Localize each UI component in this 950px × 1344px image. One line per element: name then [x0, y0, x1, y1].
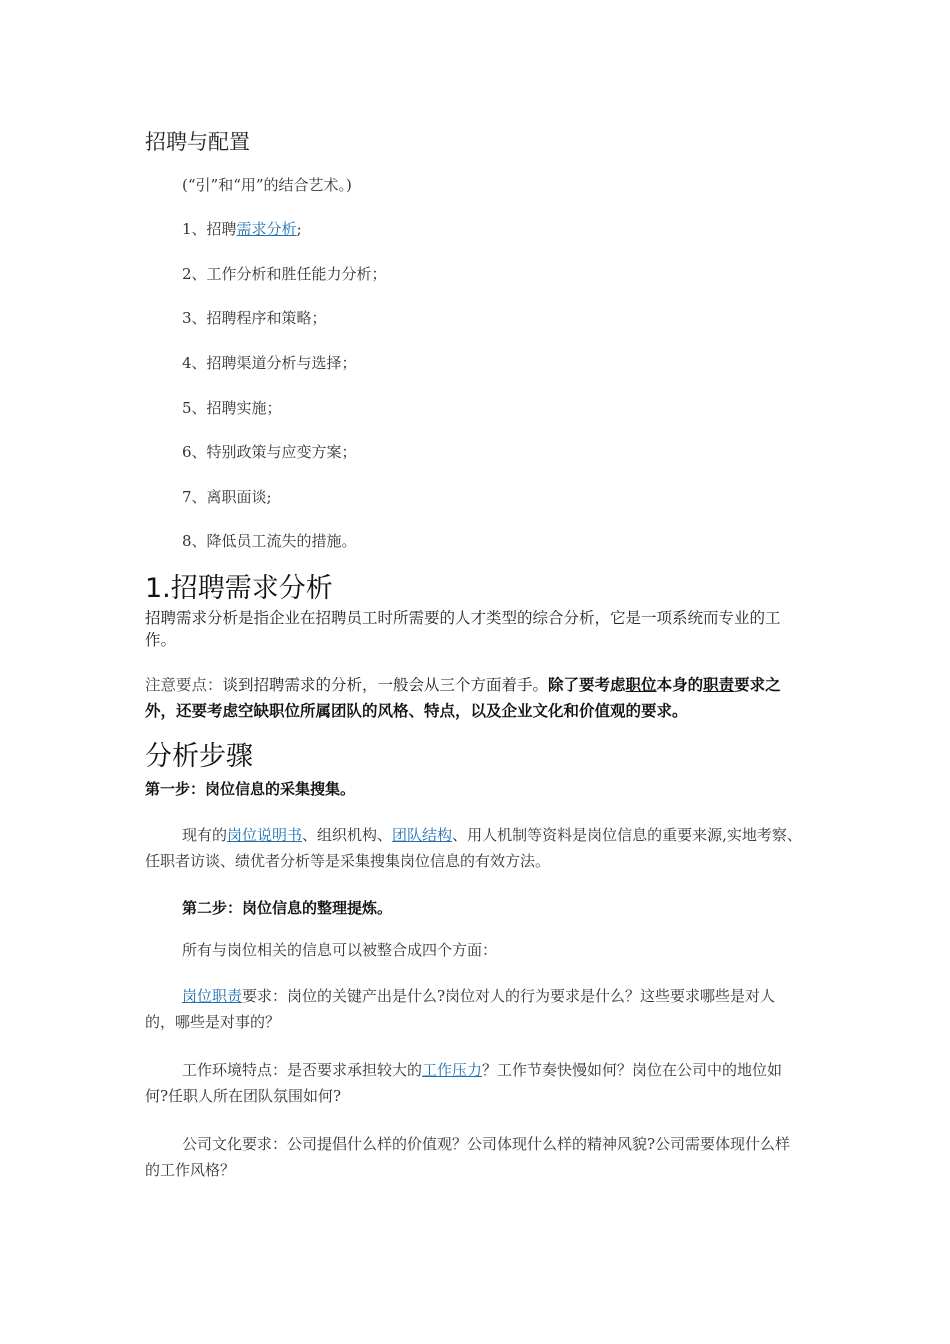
duties-link[interactable]: 职责	[703, 676, 735, 694]
list-item-1-prefix: 1、招聘	[182, 220, 237, 238]
duties-paragraph	[145, 983, 805, 1035]
p4-text-a: 工作环境特点：是否要求承担较大的	[182, 1061, 423, 1079]
list-item-2: 2、工作分析和胜任能力分析；	[182, 265, 387, 283]
p4-text-b: ？工作节奏快慢如何？岗位在公司中的地位如何?任职人所在团队氛围如何?	[145, 1061, 783, 1105]
list-item-1-suffix: ;	[296, 220, 302, 238]
p1-text-c: 、用人机制等资料是岗位信息的重要来源,实地考察、任职者访谈、绩优者分析等是采集搜集岗位信息的有效方法。	[145, 826, 802, 870]
culture-paragraph: 公司文化要求：公司提倡什么样的价值观？公司体现什么样的精神风貌?公司需要体现什么样的工作风格？	[145, 1135, 791, 1179]
list-item-3: 3、招聘程序和策略；	[182, 309, 327, 327]
note-bold-1: 除了要考虑	[548, 676, 626, 694]
note-bold-2: 本身的	[656, 676, 704, 694]
document-title: 招聘与配置	[145, 130, 250, 154]
step2-intro: 所有与岗位相关的信息可以被整合成四个方面：	[182, 941, 498, 959]
team-structure-link[interactable]: 团队结构	[392, 826, 453, 844]
step2-heading: 第二步：岗位信息的整理提炼。	[182, 899, 393, 917]
subtitle: (“引”和“用”的结合艺术。)	[182, 176, 352, 194]
note-label: 注意要点：	[145, 676, 223, 694]
work-pressure-link[interactable]: 工作压力	[422, 1061, 483, 1079]
step1-paragraph	[145, 822, 805, 874]
list-item-7: 7、离职面谈;	[182, 488, 272, 506]
p3-text: 要求：岗位的关键产出是什么?岗位对人的行为要求是什么？这些要求哪些是对人的，哪些是对事的？	[145, 987, 776, 1031]
environment-paragraph	[145, 1057, 805, 1109]
position-link[interactable]: 职位	[625, 676, 657, 694]
section1-intro: 招聘需求分析是指企业在招聘员工时所需要的人才类型的综合分析，它是一项系统而专业的工作。	[145, 609, 781, 649]
note-bold-3: 要求之外，还要考虑空缺职位所属团队的风格、特点，以及企业文化和价值观的要求。	[145, 676, 781, 720]
note-text: 谈到招聘需求的分析，一般会从三个方面着手。	[222, 676, 549, 694]
step1-heading: 第一步：岗位信息的采集搜集。	[145, 780, 356, 798]
note-paragraph	[145, 672, 805, 724]
list-item-4: 4、招聘渠道分析与选择；	[182, 354, 357, 372]
section1-heading: 1.招聘需求分析	[145, 573, 333, 604]
list-item-8: 8、降低员工流失的措施。	[182, 532, 357, 550]
list-item-5: 5、招聘实施；	[182, 399, 282, 417]
p1-text-b: 、组织机构、	[302, 826, 393, 844]
job-description-link[interactable]: 岗位说明书	[227, 826, 303, 844]
p1-text-a: 现有的	[182, 826, 228, 844]
section2-heading: 分析步骤	[145, 741, 253, 772]
demand-analysis-link[interactable]: 需求分析	[236, 220, 297, 238]
list-item-6: 6、特别政策与应变方案；	[182, 443, 357, 461]
job-duties-link[interactable]: 岗位职责	[182, 987, 243, 1005]
list-item-1	[145, 219, 842, 239]
